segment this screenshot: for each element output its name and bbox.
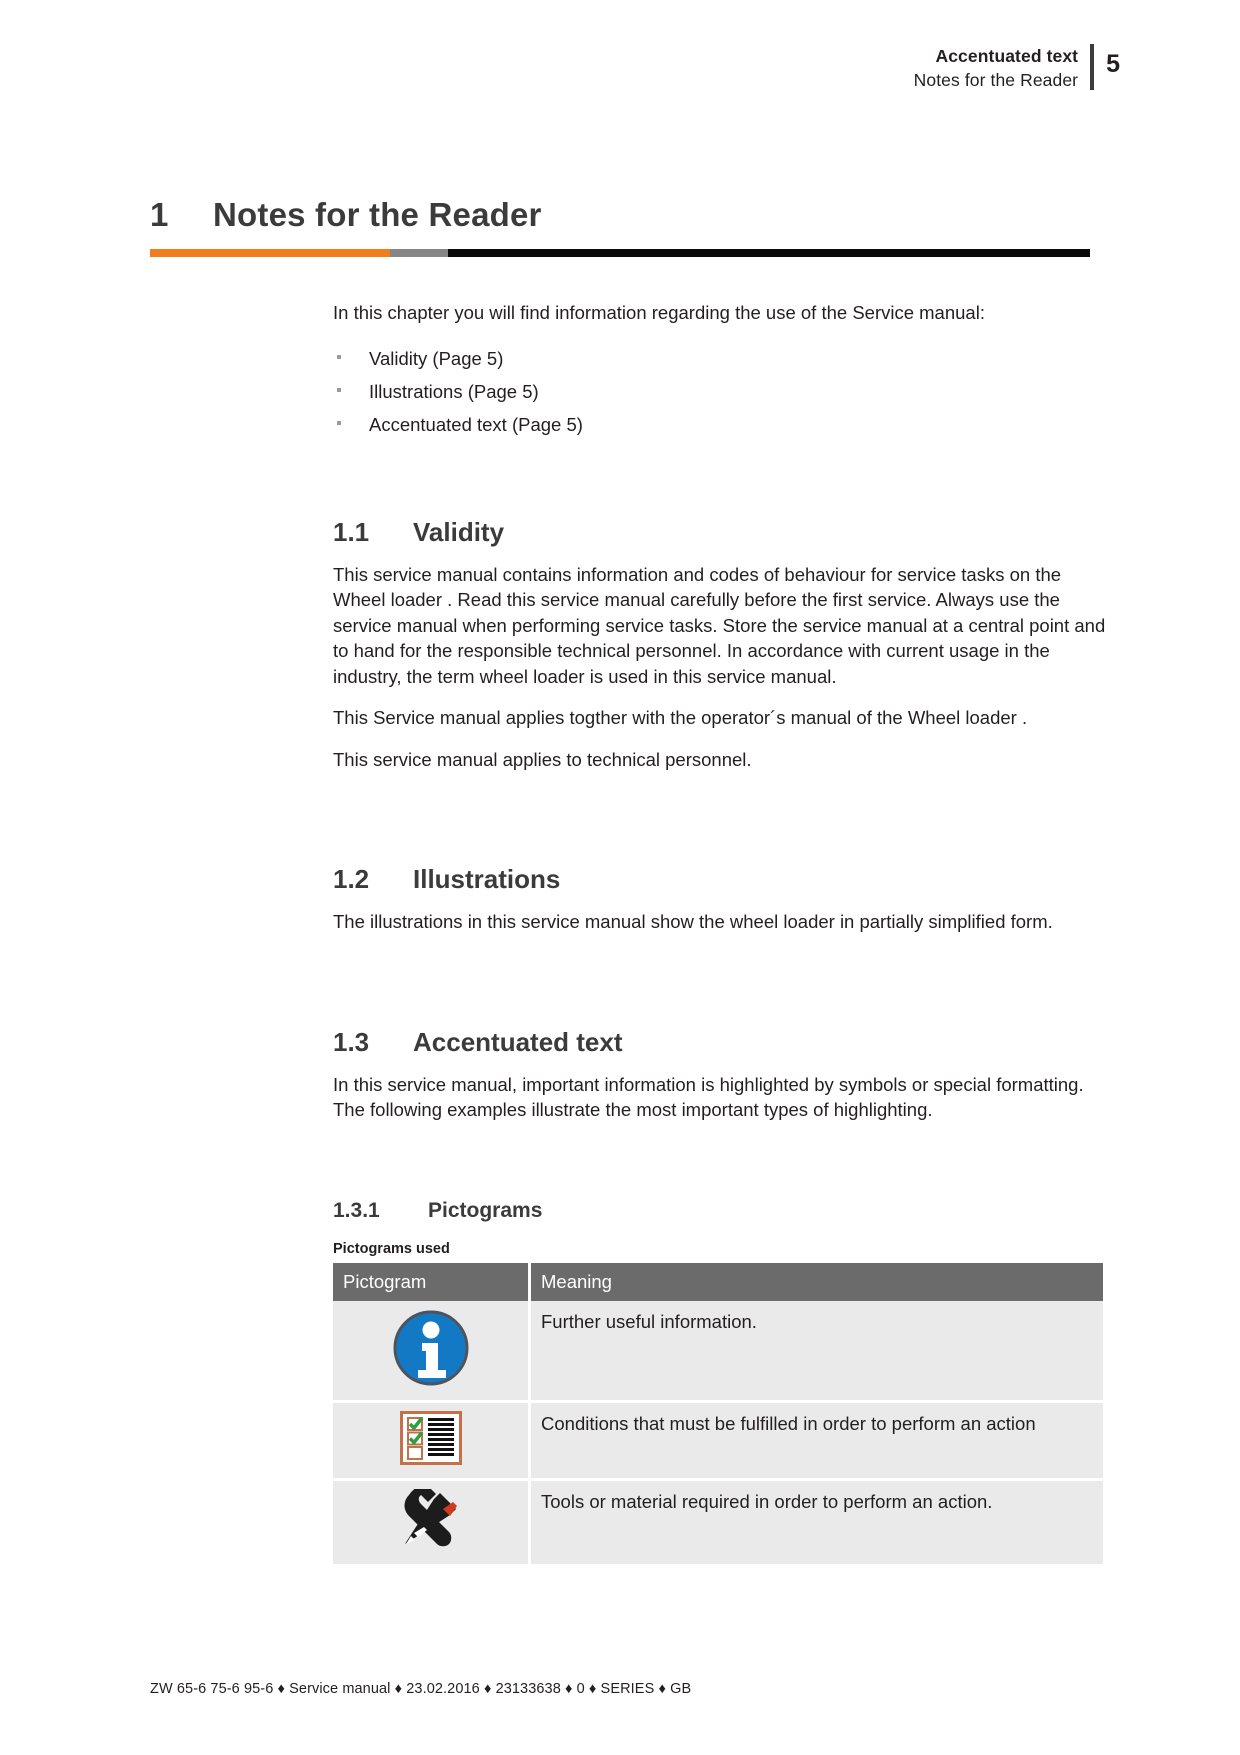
spacer (333, 1139, 1113, 1199)
bullet-icon (337, 421, 341, 425)
accentuated-paragraph-1: In this service manual, important information is highlighted by symbols or special formatting. The following examples illustrate the most important types of highlighting. (333, 1073, 1084, 1120)
chapter-number: 1 (150, 196, 169, 233)
spacer (333, 441, 1113, 517)
list-item[interactable] (333, 375, 1113, 408)
subsection-heading-pictograms (333, 1199, 1113, 1223)
pictogram-cell-information (333, 1301, 530, 1402)
page-content (333, 300, 1113, 1567)
chapter-rule-orange-segment (150, 249, 390, 257)
chapter-heading-block (150, 196, 1090, 257)
illustrations-paragraph-1: The illustrations in this service manual show the wheel loader in partially simplified form. (333, 911, 1053, 932)
section-number: 1.2 (333, 864, 370, 894)
pictograms-table (333, 1263, 1103, 1567)
meaning-cell: Further useful information. (530, 1301, 1104, 1402)
meaning-cell: Conditions that must be fulfilled in order to perform an action (530, 1401, 1104, 1479)
section-title: Validity (413, 516, 505, 547)
subsection-title: Pictograms (428, 1198, 543, 1222)
spacer (333, 951, 1113, 1027)
section-heading-validity (333, 517, 1113, 548)
list-item-label: Illustrations (Page 5) (369, 380, 539, 402)
header-text-block (914, 44, 1090, 92)
section-heading-accentuated-text (333, 1027, 1113, 1058)
bullet-icon (337, 388, 341, 392)
validity-paragraph-2: This Service manual applies togther with the operator´s manual of the Wheel loader . (333, 707, 1028, 728)
table-caption: Pictograms used (333, 1240, 450, 1257)
table-head (333, 1263, 1103, 1301)
chapter-rule-gray-segment (390, 249, 448, 257)
meaning-cell: Tools or material required in order to perform an action. (530, 1479, 1104, 1565)
pictogram-cell-tools (333, 1479, 530, 1565)
table-body (333, 1301, 1103, 1566)
section-number: 1.1 (333, 516, 370, 547)
validity-paragraph-1: This service manual contains information and codes of behaviour for service tasks on the Wheel loader . Read this service manual carefully before the first service. Always use the service manual when performing service tasks. Store the service manual at a central point and to hand for the responsible technical personnel. In accordance with current usage in the industry, the term wheel loader is used in this service manual. (333, 563, 1106, 687)
list-item[interactable] (333, 342, 1113, 375)
spacer (333, 788, 1113, 864)
chapter-rule (150, 249, 1090, 257)
subsection-number: 1.3.1 (333, 1198, 380, 1222)
header-divider-rule (1090, 44, 1094, 90)
intro-lead-text: In this chapter you will find information regarding the use of the Service manual: (333, 302, 985, 323)
list-item-label: Accentuated text (Page 5) (369, 413, 583, 435)
chapter-contents-list (333, 342, 1113, 441)
validity-paragraph-3: This service manual applies to technical personnel. (333, 748, 752, 770)
page-title: Notes for the Reader (213, 196, 542, 233)
checklist-icon (400, 1411, 462, 1465)
list-item-label: Validity (Page 5) (369, 347, 504, 369)
section-heading-illustrations (333, 864, 1113, 895)
page-number: 5 (1106, 50, 1120, 78)
header-section-title: Accentuated text (935, 46, 1079, 66)
bullet-icon (337, 355, 341, 359)
table-row (333, 1479, 1103, 1565)
header-chapter-title: Notes for the Reader (913, 70, 1079, 90)
section-number: 1.3 (333, 1026, 370, 1057)
section-title: Illustrations (413, 864, 561, 894)
section-title: Accentuated text (413, 1026, 623, 1057)
page-header (914, 44, 1120, 92)
information-icon (392, 1309, 470, 1387)
column-header-pictogram: Pictogram (333, 1263, 530, 1301)
table-row (333, 1301, 1103, 1402)
table-row (333, 1401, 1103, 1479)
chapter-heading (150, 196, 1090, 234)
page-footer: ZW 65-6 75-6 95-6 ♦ Service manual ♦ 23.02.2016 ♦ 23133638 ♦ 0 ♦ SERIES ♦ GB (150, 1681, 692, 1697)
tools-icon (396, 1489, 466, 1551)
list-item[interactable] (333, 408, 1113, 441)
table-header-row (333, 1263, 1103, 1301)
pictogram-cell-checklist (333, 1401, 530, 1479)
column-header-meaning: Meaning (530, 1263, 1104, 1301)
chapter-rule-black-segment (448, 249, 1090, 257)
